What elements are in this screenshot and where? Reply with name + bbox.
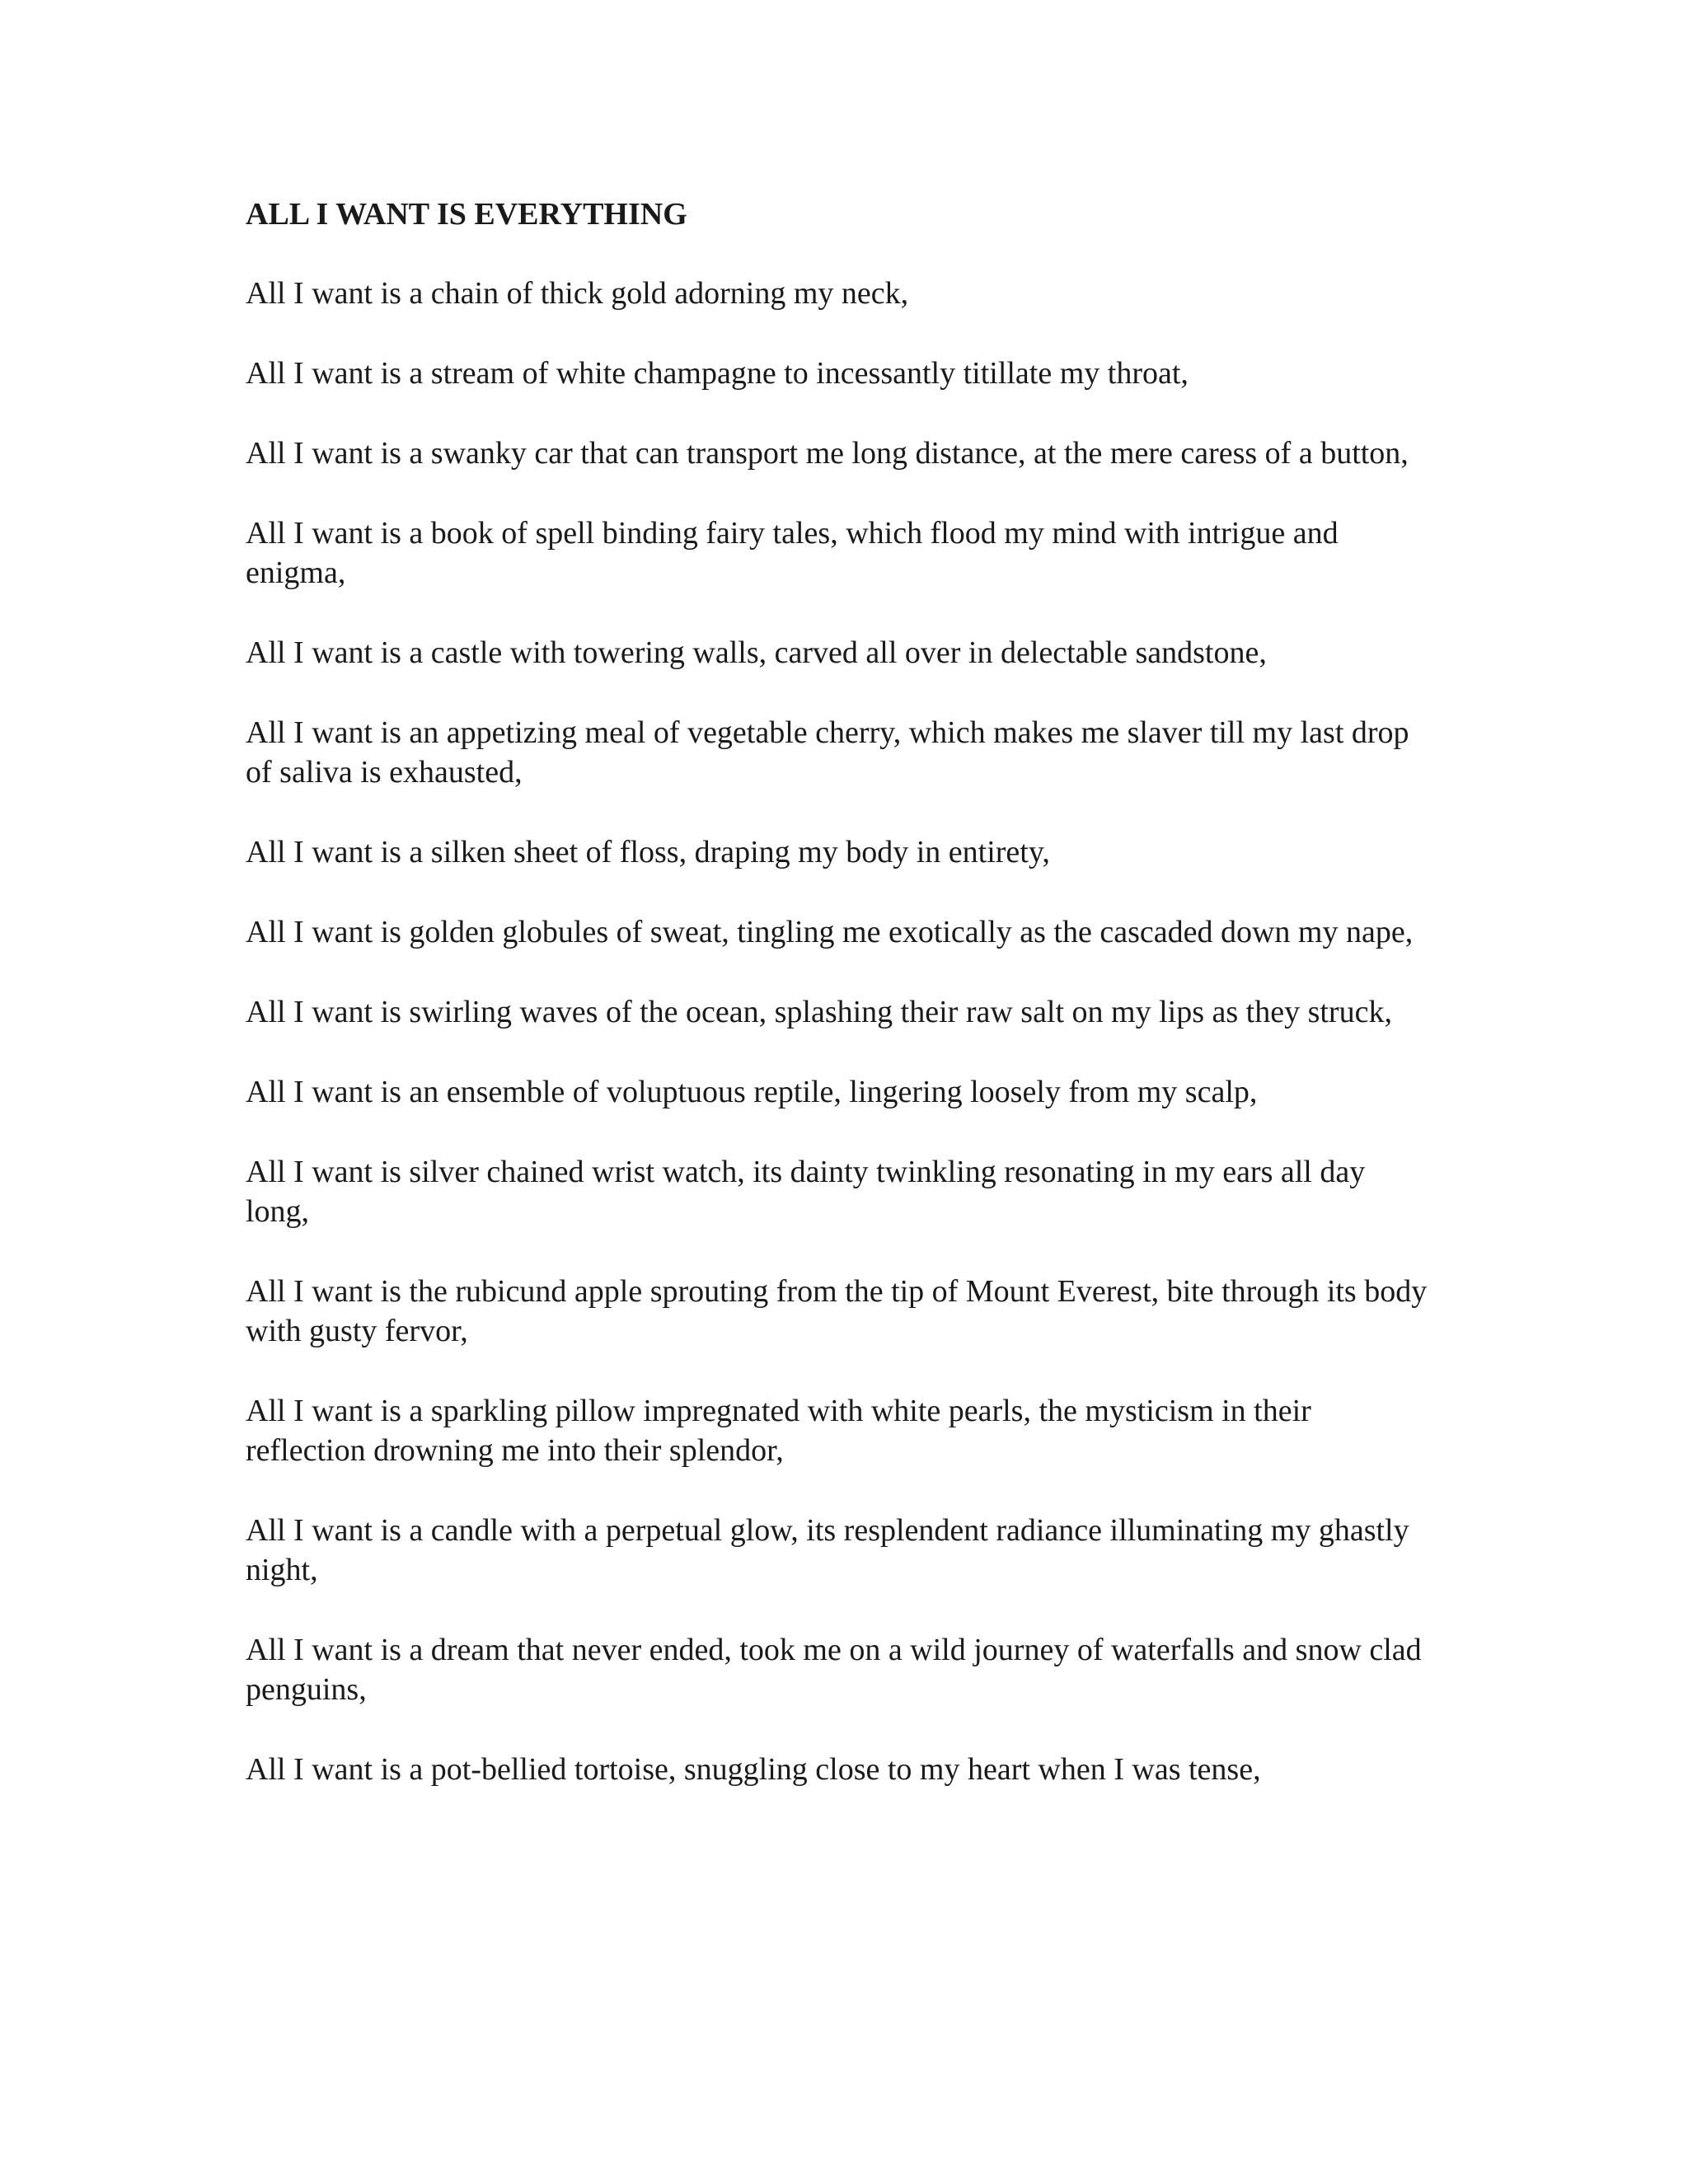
poem-line: All I want is a silken sheet of floss, draping my body in entirety, (246, 835, 1050, 869)
poem-line: All I want is swirling waves of the ocean, splashing their raw salt on my lips as they struck, (246, 995, 1392, 1029)
poem-line: All I want is an appetizing meal of vegetable cherry, which makes me slaver till my last drop of saliva is exhausted, (246, 715, 1409, 790)
poem-line: All I want is a swanky car that can transport me long distance, at the mere caress of a button, (246, 436, 1409, 471)
poem-line: All I want is an ensemble of voluptuous reptile, lingering loosely from my scalp, (246, 1075, 1258, 1109)
poem-line: All I want is golden globules of sweat, tingling me exotically as the cascaded down my nape, (246, 915, 1414, 949)
poem-line: All I want is a castle with towering walls, carved all over in delectable sandstone, (246, 635, 1267, 670)
poem-line: All I want is a book of spell binding fairy tales, which flood my mind with intrigue and enigma, (246, 516, 1339, 590)
poem-line: All I want is silver chained wrist watch, its dainty twinkling resonating in my ears all day long, (246, 1155, 1366, 1229)
poem-line: All I want is the rubicund apple sprouting from the tip of Mount Everest, bite through its body with gusty fervor, (246, 1274, 1428, 1348)
poem-line: All I want is a stream of white champagne to incessantly titillate my throat, (246, 356, 1189, 391)
poem-title: ALL I WANT IS EVERYTHING (246, 197, 687, 232)
poem-body (246, 194, 1432, 1830)
poem-line: All I want is a pot-bellied tortoise, snuggling close to my heart when I was tense, (246, 1752, 1261, 1787)
poem-line: All I want is a candle with a perpetual glow, its resplendent radiance illuminating my ghastly night, (246, 1513, 1409, 1587)
poem-line: All I want is a sparkling pillow impregnated with white pearls, the mysticism in their reflection drowning me into their splendor, (246, 1394, 1311, 1468)
poem-line: All I want is a dream that never ended, took me on a wild journey of waterfalls and snow clad penguins, (246, 1633, 1422, 1707)
poem-line: All I want is a chain of thick gold adorning my neck, (246, 276, 909, 311)
